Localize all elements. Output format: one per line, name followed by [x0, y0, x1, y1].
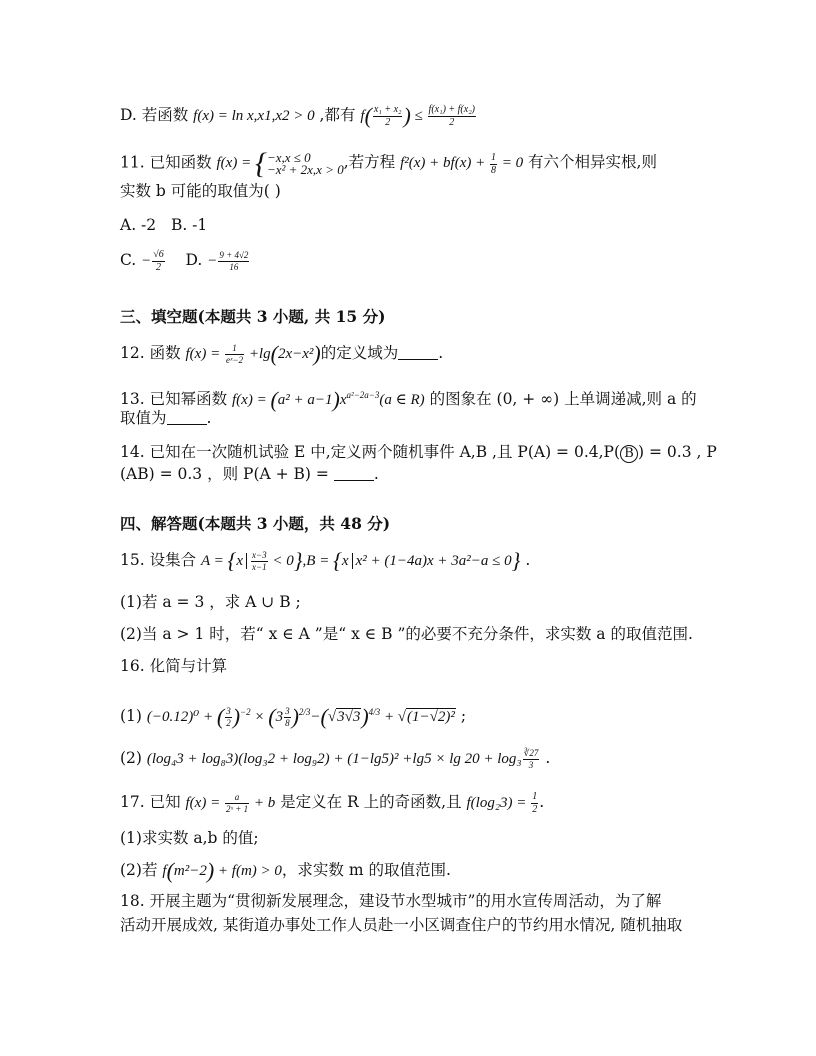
math-expr: f(log₂3) = $\frac{1}{2}$	[466, 791, 538, 816]
option-b: B. -1	[170, 216, 208, 234]
q17-prefix: 17. 已知	[120, 793, 186, 811]
option-d-math: − $\frac{9 + 4√2}{16}$	[207, 250, 249, 273]
q17-part-2	[120, 860, 710, 881]
q11-line-2: 实数 b 可能的取值为( )	[120, 182, 281, 200]
math-expr: (log₄3 + log₈3)(log₃2 + log₉2) + (1−lg5)² +lg5 × lg 20 + log₃ $\frac{∛27}{3}$	[146, 748, 539, 771]
q13-line2-text: 取值为	[120, 409, 167, 427]
math-expr: A = {x $\frac{x-3}{x-1}$ < 0},B = {x x² + (1−4a)x + 3a²−a ≤ 0}	[201, 548, 521, 573]
section-3-heading: 三、填空题(本题共 3 小题, 共 15 分)	[120, 307, 386, 326]
period: .	[206, 409, 212, 427]
q12-suffix: 的定义域为	[320, 344, 399, 362]
math-expr: (−0.12)⁰ + ( $\frac{3}{2}$ )$^{-2}$ × (3 $\frac{3}{8}$ )$^{2/3}-(√3√3)^{4/3} + √(1-√2)^2$	[146, 704, 455, 729]
q17-part-1: (1)求实数 a,b 的值;	[120, 829, 259, 847]
q11-prefix: 11. 已知函数	[120, 153, 217, 172]
q10-option-d	[120, 105, 710, 128]
option-label: D.	[120, 106, 142, 124]
q18-line-1: 18. 开展主题为“贯彻新发展理念，建设节水型城市”的用水宣传周活动，为了解	[120, 892, 662, 910]
q13-prefix: 13. 已知幂函数	[120, 390, 233, 408]
answer-blank[interactable]	[167, 410, 207, 425]
period: .	[438, 344, 444, 362]
q10d-text-1: 若函数	[141, 106, 194, 124]
q14-line2-text: (AB) = 0.3 ，则 P(A + B) =	[120, 465, 334, 483]
q15-prefix: 15. 设集合	[120, 551, 202, 569]
q15-part-2: (2)当 a > 1 时，若“ x ∈ A ”是“ x ∈ B ”的必要不充分条件，求实数 a 的取值范围.	[120, 625, 693, 643]
option-a: A. -2	[120, 216, 157, 234]
math-expr: f(x) = $\frac{1}{\text{eˣ−2}}$ +lg(2x−x²)	[185, 341, 321, 366]
q17-mid: 是定义在 R 上的奇函数,且	[275, 793, 467, 811]
option-d-label: D.	[185, 251, 208, 269]
q17-line-1: 17. 已知 f(x) = $\frac{a}{\text{2ˣ + 1}}$ + b 是定义在 R 上的奇函数,且 f(log₂3) = $\frac{1}{2}$ .	[120, 791, 545, 816]
q15-line-1: 15. 设集合 A = {x $\frac{x-3}{x-1}$ < 0},B = {x x² + (1−4a)x + 3a²−a ≤ 0} .	[120, 548, 531, 573]
q16-title: 16. 化简与计算	[120, 657, 228, 675]
math-expr: f(m²−2) + f(m) > 0	[162, 858, 282, 883]
q10d-text-2: ,都有	[314, 106, 361, 124]
q12-line	[120, 343, 710, 365]
q17-p2-suffix: ，求实数 m 的取值范围.	[281, 861, 451, 879]
q13-line-2	[120, 408, 710, 428]
q16-part-2: (2) (log₄3 + log₈3)(log₃2 + log₉2) + (1−lg5)² +lg5 × lg 20 + log₃ $\frac{∛27}{3}$ .	[120, 748, 551, 771]
math-expr: f(x) = {−x,x ≤ 0 −x² + 2x,x > 0	[216, 147, 344, 181]
option-c-label: C.	[120, 251, 142, 269]
q14-line1-end: ) = 0.3 , P	[638, 443, 717, 461]
math-expr: f(x) = ln x,x1,x2 > 0	[193, 108, 315, 124]
q17-p2-prefix: (2)若	[120, 861, 163, 879]
q14-line1-text: 14. 已知在一次随机试验 E 中,定义两个随机事件 A,B ,且 P(A) = 0.4,P(	[120, 443, 621, 461]
complement-event-b: B	[620, 445, 638, 463]
math-expr: $f(x) = (a^2 + a-1)x^{a^2-2a-3}(a$ ∈ R)	[232, 387, 425, 412]
q16-p1-label: (1)	[120, 707, 147, 725]
case-1: −x,x ≤ 0	[266, 150, 311, 165]
q15-part-1: (1)若 a = 3 ，求 A ∪ B ;	[120, 593, 301, 611]
case-2: −x² + 2x,x > 0	[266, 162, 344, 177]
option-c-math: − $\frac{√6}{2}$	[141, 249, 164, 274]
answer-blank[interactable]	[398, 345, 438, 360]
period: .	[373, 465, 379, 483]
q11-suffix: ,若方程 f²(x) + bf(x) + $\frac{1}{8}$ = 0 有六个相异实根,则	[343, 151, 657, 176]
q13-line-1	[120, 385, 710, 410]
answer-blank[interactable]	[334, 466, 374, 481]
math-expr: f(x) = $\frac{a}{\text{2ˣ + 1}}$ + b	[185, 792, 276, 815]
q11-options-cd	[120, 250, 710, 273]
q11-line-1	[120, 147, 710, 181]
q11-options-ab	[120, 215, 710, 235]
math-expr: f( $\frac{\text{x₁ + x₂}}{2}$ ) ≤ $\frac{\text{f(x₁) + f(x₂)}}{2}$	[360, 103, 476, 129]
q16-p2-label: (2)	[120, 749, 147, 767]
q12-prefix: 12. 函数	[120, 344, 186, 362]
section-4-heading: 四、解答题(本题共 3 小题，共 48 分)	[120, 514, 391, 533]
q18-line-2: 活动开展成效, 某街道办事处工作人员赴一小区调查住户的节约用水情况, 随机抽取	[120, 916, 683, 934]
q14-line-1	[120, 442, 717, 463]
q13-suffix: 的图象在 (0, + ∞) 上单调递减,则 a 的	[429, 390, 697, 408]
q14-line-2	[120, 464, 710, 484]
q16-part-1: (1) (−0.12)⁰ + ( $\frac{3}{2}$ )$^{-2}$ × (3 $\frac{3}{8}$ )$^{2/3}-(√3√3)^{4/3} + √(1-√2)^2$ ;	[120, 704, 467, 729]
